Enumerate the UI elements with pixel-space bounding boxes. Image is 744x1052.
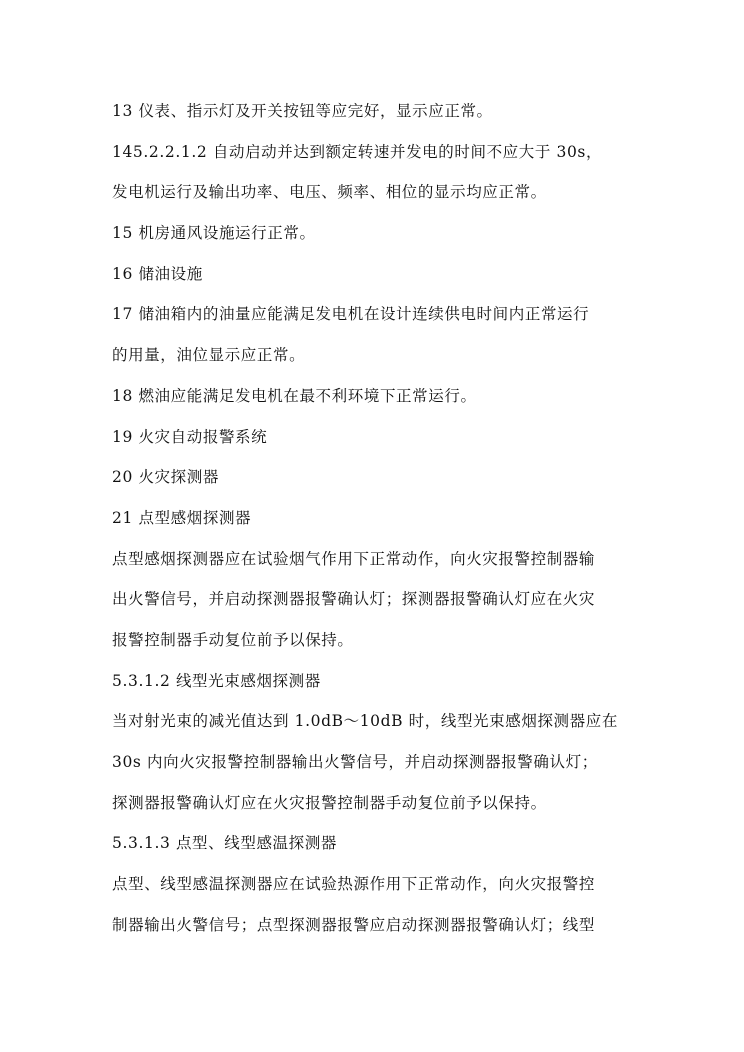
text-line: 点型感烟探测器应在试验烟气作用下正常动作，向火灾报警控制器输 — [112, 549, 596, 568]
text-line: 30s 内向火灾报警控制器输出火警信号，并启动探测器报警确认灯； — [112, 753, 598, 771]
text-line: 制器输出火警信号；点型探测器报警应启动探测器报警确认灯；线型 — [112, 915, 596, 934]
text-line: 18 燃油应能满足发电机在最不利环境下正常运行。 — [112, 386, 477, 405]
section-heading: 19 火灾自动报警系统 — [112, 427, 268, 446]
section-heading: 5.3.1.3 点型、线型感温探测器 — [112, 834, 337, 853]
document-body — [112, 91, 632, 945]
section-heading: 21 点型感烟探测器 — [112, 508, 252, 527]
text-line: 当对射光束的减光值达到 1.0dB～10dB 时，线型光束感烟探测器应在 — [112, 712, 618, 731]
text-line: 17 储油箱内的油量应能满足发电机在设计连续供电时间内正常运行 — [112, 305, 590, 324]
text-line: 报警控制器手动复位前予以保持。 — [112, 630, 354, 649]
text-line: 发电机运行及输出功率、电压、频率、相位的显示均应正常。 — [112, 183, 547, 202]
section-heading: 16 储油设施 — [112, 264, 203, 283]
text-line: 的用量，油位显示应正常。 — [112, 346, 306, 365]
text-line: 出火警信号，并启动探测器报警确认灯；探测器报警确认灯应在火灾 — [112, 590, 596, 609]
text-line: 探测器报警确认灯应在火灾报警控制器手动复位前予以保持。 — [112, 793, 547, 812]
text-line: 15 机房通风设施运行正常。 — [112, 224, 316, 243]
text-line: 13 仪表、指示灯及开关按钮等应完好，显示应正常。 — [112, 102, 493, 120]
section-heading: 5.3.1.2 线型光束感烟探测器 — [112, 671, 321, 690]
section-heading: 20 火灾探测器 — [112, 468, 219, 487]
text-line: 145.2.2.1.2 自动启动并达到额定转速并发电的时间不应大于 30s， — [112, 142, 603, 161]
text-line: 点型、线型感温探测器应在试验热源作用下正常动作，向火灾报警控 — [112, 875, 596, 894]
